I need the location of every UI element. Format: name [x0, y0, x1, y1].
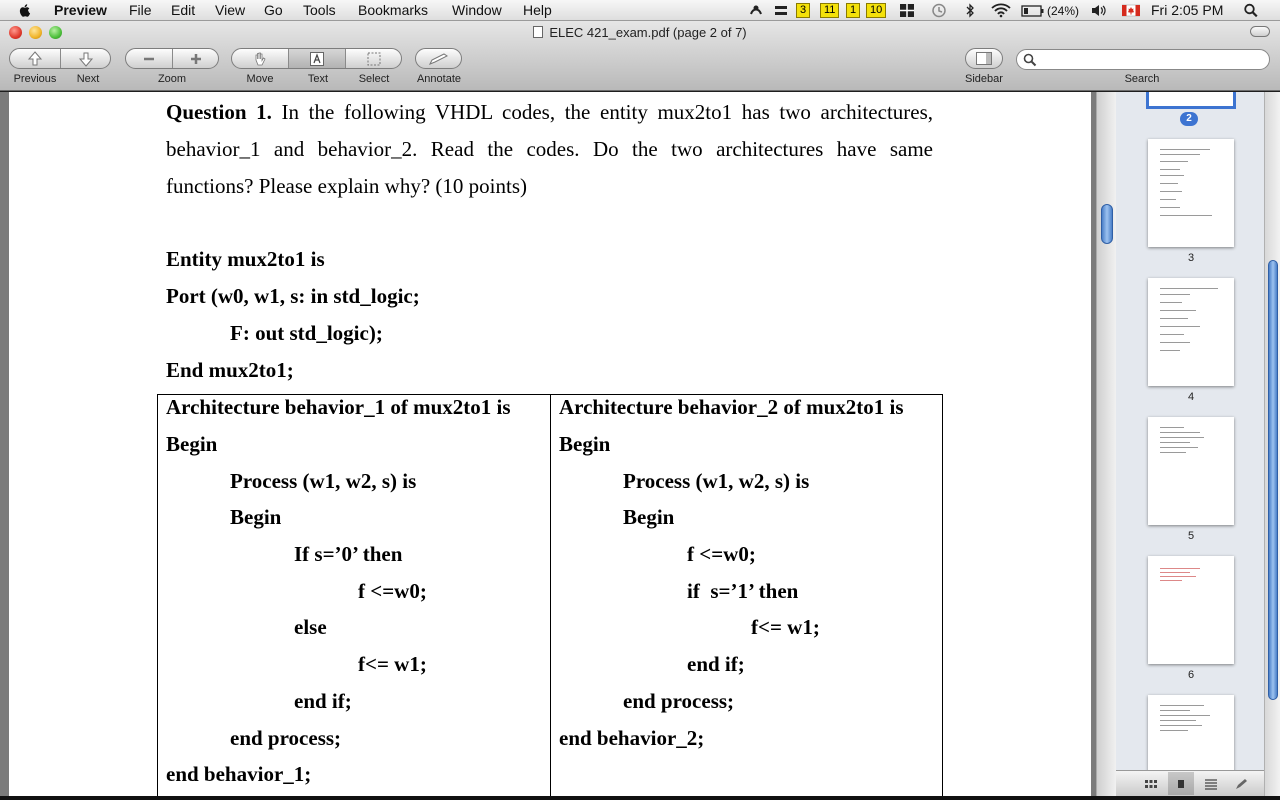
previous-button[interactable] [10, 49, 61, 68]
volume-icon[interactable] [1090, 3, 1106, 18]
arch2-line-9: end process; [623, 689, 735, 713]
plus-icon [188, 51, 204, 67]
marquee-select-icon [366, 51, 382, 67]
menu-window[interactable]: Window [452, 2, 502, 18]
menu-bar [0, 0, 1280, 21]
arch1-line-4: Begin [230, 505, 282, 529]
window-toolbar [0, 21, 1280, 91]
sidebar-toggle-button[interactable] [965, 48, 1003, 69]
battery-percent: (24%) [1047, 4, 1080, 18]
entity-line-1: Entity mux2to1 is [166, 247, 325, 271]
entity-line-2: Port (w0, w1, s: in std_logic; [166, 284, 420, 308]
arch1-line-6: f <=w0; [358, 579, 427, 603]
pdf-page [9, 92, 1091, 796]
text-label: Text [307, 73, 329, 85]
search-field[interactable] [1016, 49, 1270, 70]
list-view-icon[interactable] [1204, 778, 1218, 790]
sidebar-view-switcher [1116, 770, 1264, 796]
arch1-line-8: f<= w1; [358, 652, 427, 676]
page-nav-control [9, 48, 111, 69]
arch2-line-1: Architecture behavior_2 of mux2to1 is [559, 395, 904, 419]
menu-bookmarks[interactable]: Bookmarks [358, 2, 429, 18]
thumbnail-page-2[interactable] [1146, 92, 1236, 109]
question-line-1-text: In the following VHDL codes, the entity mux2to1 has two architectures, [281, 100, 934, 124]
thumbnail-page-4[interactable] [1148, 278, 1234, 386]
sidebar-scrollbar[interactable] [1264, 92, 1280, 796]
arch2-line-6: if s=’1’ then [687, 579, 799, 603]
menu-clock[interactable]: Fri 2:05 PM [1151, 2, 1224, 18]
menu-help[interactable]: Help [523, 2, 552, 18]
move-tool-button[interactable] [232, 49, 289, 68]
apple-icon[interactable] [18, 3, 32, 18]
question-line-3: functions? Please explain why? (10 points) [166, 174, 527, 198]
select-label: Select [358, 73, 390, 85]
status-counter-3[interactable]: 1 [846, 3, 860, 18]
canada-flag-icon[interactable] [1122, 3, 1140, 18]
arch2-line-8: end if; [687, 652, 745, 676]
current-page-badge: 2 [1180, 112, 1198, 126]
text-cursor-icon [309, 51, 325, 67]
sidebar-scroll-thumb[interactable] [1268, 260, 1278, 700]
thumbnail-label-4: 4 [1187, 391, 1195, 403]
arch1-line-9: end if; [294, 689, 352, 713]
arch1-line-7: else [294, 615, 327, 639]
wifi-icon[interactable] [990, 3, 1012, 18]
arch2-line-5: f <=w0; [687, 542, 756, 566]
select-tool-button[interactable] [346, 49, 402, 68]
single-thumbnail-icon [1176, 778, 1186, 790]
zoom-label: Zoom [157, 73, 187, 85]
question-line-1 [166, 100, 933, 125]
toolbar-toggle-button[interactable] [1250, 26, 1270, 37]
thumbnail-label-5: 5 [1187, 530, 1195, 542]
menu-view[interactable]: View [215, 2, 246, 18]
document-view[interactable] [0, 92, 1096, 796]
entity-line-3: F: out std_logic); [230, 321, 383, 345]
menu-go[interactable]: Go [264, 2, 283, 18]
menu-edit[interactable]: Edit [171, 2, 196, 18]
thumbnail-view-button[interactable] [1168, 772, 1194, 795]
arch1-line-5: If s=’0’ then [294, 542, 403, 566]
entity-line-4: End mux2to1; [166, 358, 294, 382]
grid-view-icon[interactable] [1144, 778, 1158, 790]
zoom-control [125, 48, 219, 69]
menu-file[interactable]: File [129, 2, 152, 18]
battery-icon[interactable] [1021, 3, 1045, 18]
thumbnail-sidebar[interactable] [1116, 92, 1280, 796]
next-button[interactable] [61, 49, 111, 68]
menu-tools[interactable]: Tools [303, 2, 336, 18]
arch1-line-2: Begin [166, 432, 218, 456]
thumbnail-page-7[interactable] [1148, 695, 1234, 775]
move-label: Move [246, 73, 274, 85]
bluetooth-icon[interactable] [962, 3, 978, 18]
window-bottom-edge [0, 796, 1280, 800]
network-menu-icon[interactable] [773, 3, 789, 18]
tool-mode-control [231, 48, 402, 69]
sidebar-label: Sidebar [965, 73, 1003, 85]
thumbnail-label-3: 3 [1187, 252, 1195, 264]
minus-icon [141, 51, 157, 67]
arch2-line-10: end behavior_2; [559, 726, 705, 750]
window-title [0, 25, 1280, 40]
arch2-line-3: Process (w1, w2, s) is [623, 469, 810, 493]
arrow-down-icon [78, 51, 94, 67]
question-line-2: behavior_1 and behavior_2. Read the codes. Do the two architectures have same [166, 137, 933, 161]
annotate-button[interactable] [415, 48, 462, 69]
menu-app-name[interactable]: Preview [54, 2, 107, 18]
arch1-line-10: end process; [230, 726, 342, 750]
question-label: Question 1. [166, 100, 272, 124]
grid-menu-icon[interactable] [899, 3, 915, 18]
pencil-icon [427, 51, 451, 67]
sidebar-icon [975, 51, 993, 66]
zoom-out-button[interactable] [126, 49, 173, 68]
document-scroll-thumb[interactable] [1101, 204, 1113, 244]
status-counter-2[interactable]: 11 [820, 3, 839, 18]
search-label: Search [1124, 73, 1160, 85]
arch2-line-2: Begin [559, 432, 611, 456]
next-label: Next [76, 73, 100, 85]
search-icon [1023, 53, 1037, 67]
text-tool-button[interactable] [289, 49, 346, 68]
arch2-line-4: Begin [623, 505, 675, 529]
hand-icon [252, 51, 268, 67]
annotate-label: Annotate [416, 73, 462, 85]
thumbnail-label-6: 6 [1187, 669, 1195, 681]
arrow-up-icon [27, 51, 43, 67]
arch1-line-1: Architecture behavior_1 of mux2to1 is [166, 395, 511, 419]
table-divider [550, 395, 551, 796]
status-counter-4[interactable]: 10 [866, 3, 886, 18]
zoom-in-button[interactable] [173, 49, 219, 68]
pdf-document-icon [533, 26, 543, 38]
annotation-list-icon[interactable] [1234, 777, 1248, 791]
window-title-text: ELEC 421_exam.pdf (page 2 of 7) [549, 25, 747, 40]
thumbnail-page-5[interactable] [1148, 417, 1234, 525]
arch1-line-3: Process (w1, w2, s) is [230, 469, 417, 493]
previous-label: Previous [13, 73, 57, 85]
status-counter-1[interactable]: 3 [796, 3, 810, 18]
arch1-line-11: end behavior_1; [166, 762, 312, 786]
document-scrollbar[interactable] [1096, 92, 1116, 796]
script-menu-icon[interactable] [748, 3, 764, 18]
thumbnail-page-6[interactable] [1148, 556, 1234, 664]
time-machine-icon[interactable] [931, 3, 947, 18]
thumbnail-page-3[interactable] [1148, 139, 1234, 247]
spotlight-icon[interactable] [1243, 3, 1259, 18]
arch2-line-7: f<= w1; [751, 615, 820, 639]
